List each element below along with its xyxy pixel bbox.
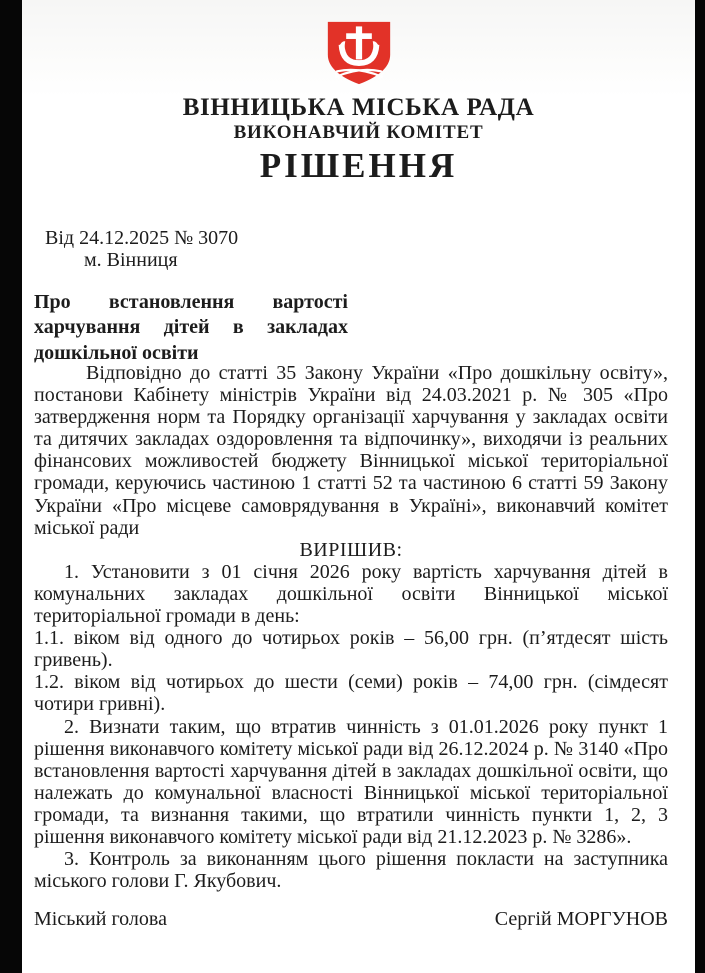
organization-name: ВІННИЦЬКА МІСЬКА РАДА	[182, 94, 535, 121]
document-title: Про встановлення вартості харчування дітей в закладах дошкільної освіти	[34, 291, 348, 364]
signature-position: Міський голова	[34, 908, 167, 931]
scan-border-right	[695, 0, 705, 973]
scan-border-left	[0, 0, 22, 973]
emblem-cross-vertical	[355, 26, 361, 59]
document-date-number: Від 24.12.2025 № 3070	[45, 227, 239, 249]
document-body	[34, 362, 668, 930]
item-1-1: 1.1. віком від одного до чотирьох років – 56,00 грн. (п’ятдесят шість гривень).	[34, 627, 668, 672]
emblem-cross-horizontal	[346, 33, 372, 39]
vinnytsia-coat-of-arms-icon	[321, 20, 397, 86]
preamble-paragraph: Відповідно до статті 35 Закону України «Про дошкільну освіту», постанови Кабінету міністрів України від 24.03.2021 р. № 305 «Про затвердження норм та Порядку організації харчування у закладах освіти та дитячих закладах оздоровлення та відпочинку», виходячи із реальних фінансових можливостей бюджету Вінницької міської територіальної громади, керуючись частиною 1 статті 52 та частиною 6 статті 59 Закону України «Про місцеве самоврядування в Україні», виконавчий комітет міської ради	[34, 362, 668, 539]
signature-row	[34, 908, 668, 930]
signature-name: Сергій МОРГУНОВ	[494, 908, 668, 931]
decision-word: ВИРІШИВ:	[299, 538, 403, 561]
item-1: 1. Установити з 01 січня 2026 року вартість харчування дітей в комунальних закладах дошкільної освіти Вінницької міської територіальної громади в день:	[34, 560, 668, 628]
organization-unit: ВИКОНАВЧИЙ КОМІТЕТ	[233, 122, 484, 143]
document-city: м. Вінниця	[84, 249, 178, 271]
document-type-heading: РІШЕННЯ	[259, 146, 458, 185]
item-2: 2. Визнати таким, що втратив чинність з 01.01.2026 року пункт 1 рішення виконавчого комітету міської ради від 26.12.2024 р. № 3140 «Про встановлення вартості харчування дітей в закладах дошкільної освіти, що належать до комунальної власності Вінницької міської територіальної громади, та визнання такими, що втратили чинність пункти 1, 2, 3 рішення виконавчого комітету міської ради від 21.12.2023 р. № 3286».	[34, 715, 668, 848]
item-1-2: 1.2. віком від чотирьох до шести (семи) років – 74,00 грн. (сімдесят чотири гривні).	[34, 671, 668, 716]
item-3: 3. Контроль за виконанням цього рішення покласти на заступника міського голови Г. Якубович.	[34, 848, 668, 893]
